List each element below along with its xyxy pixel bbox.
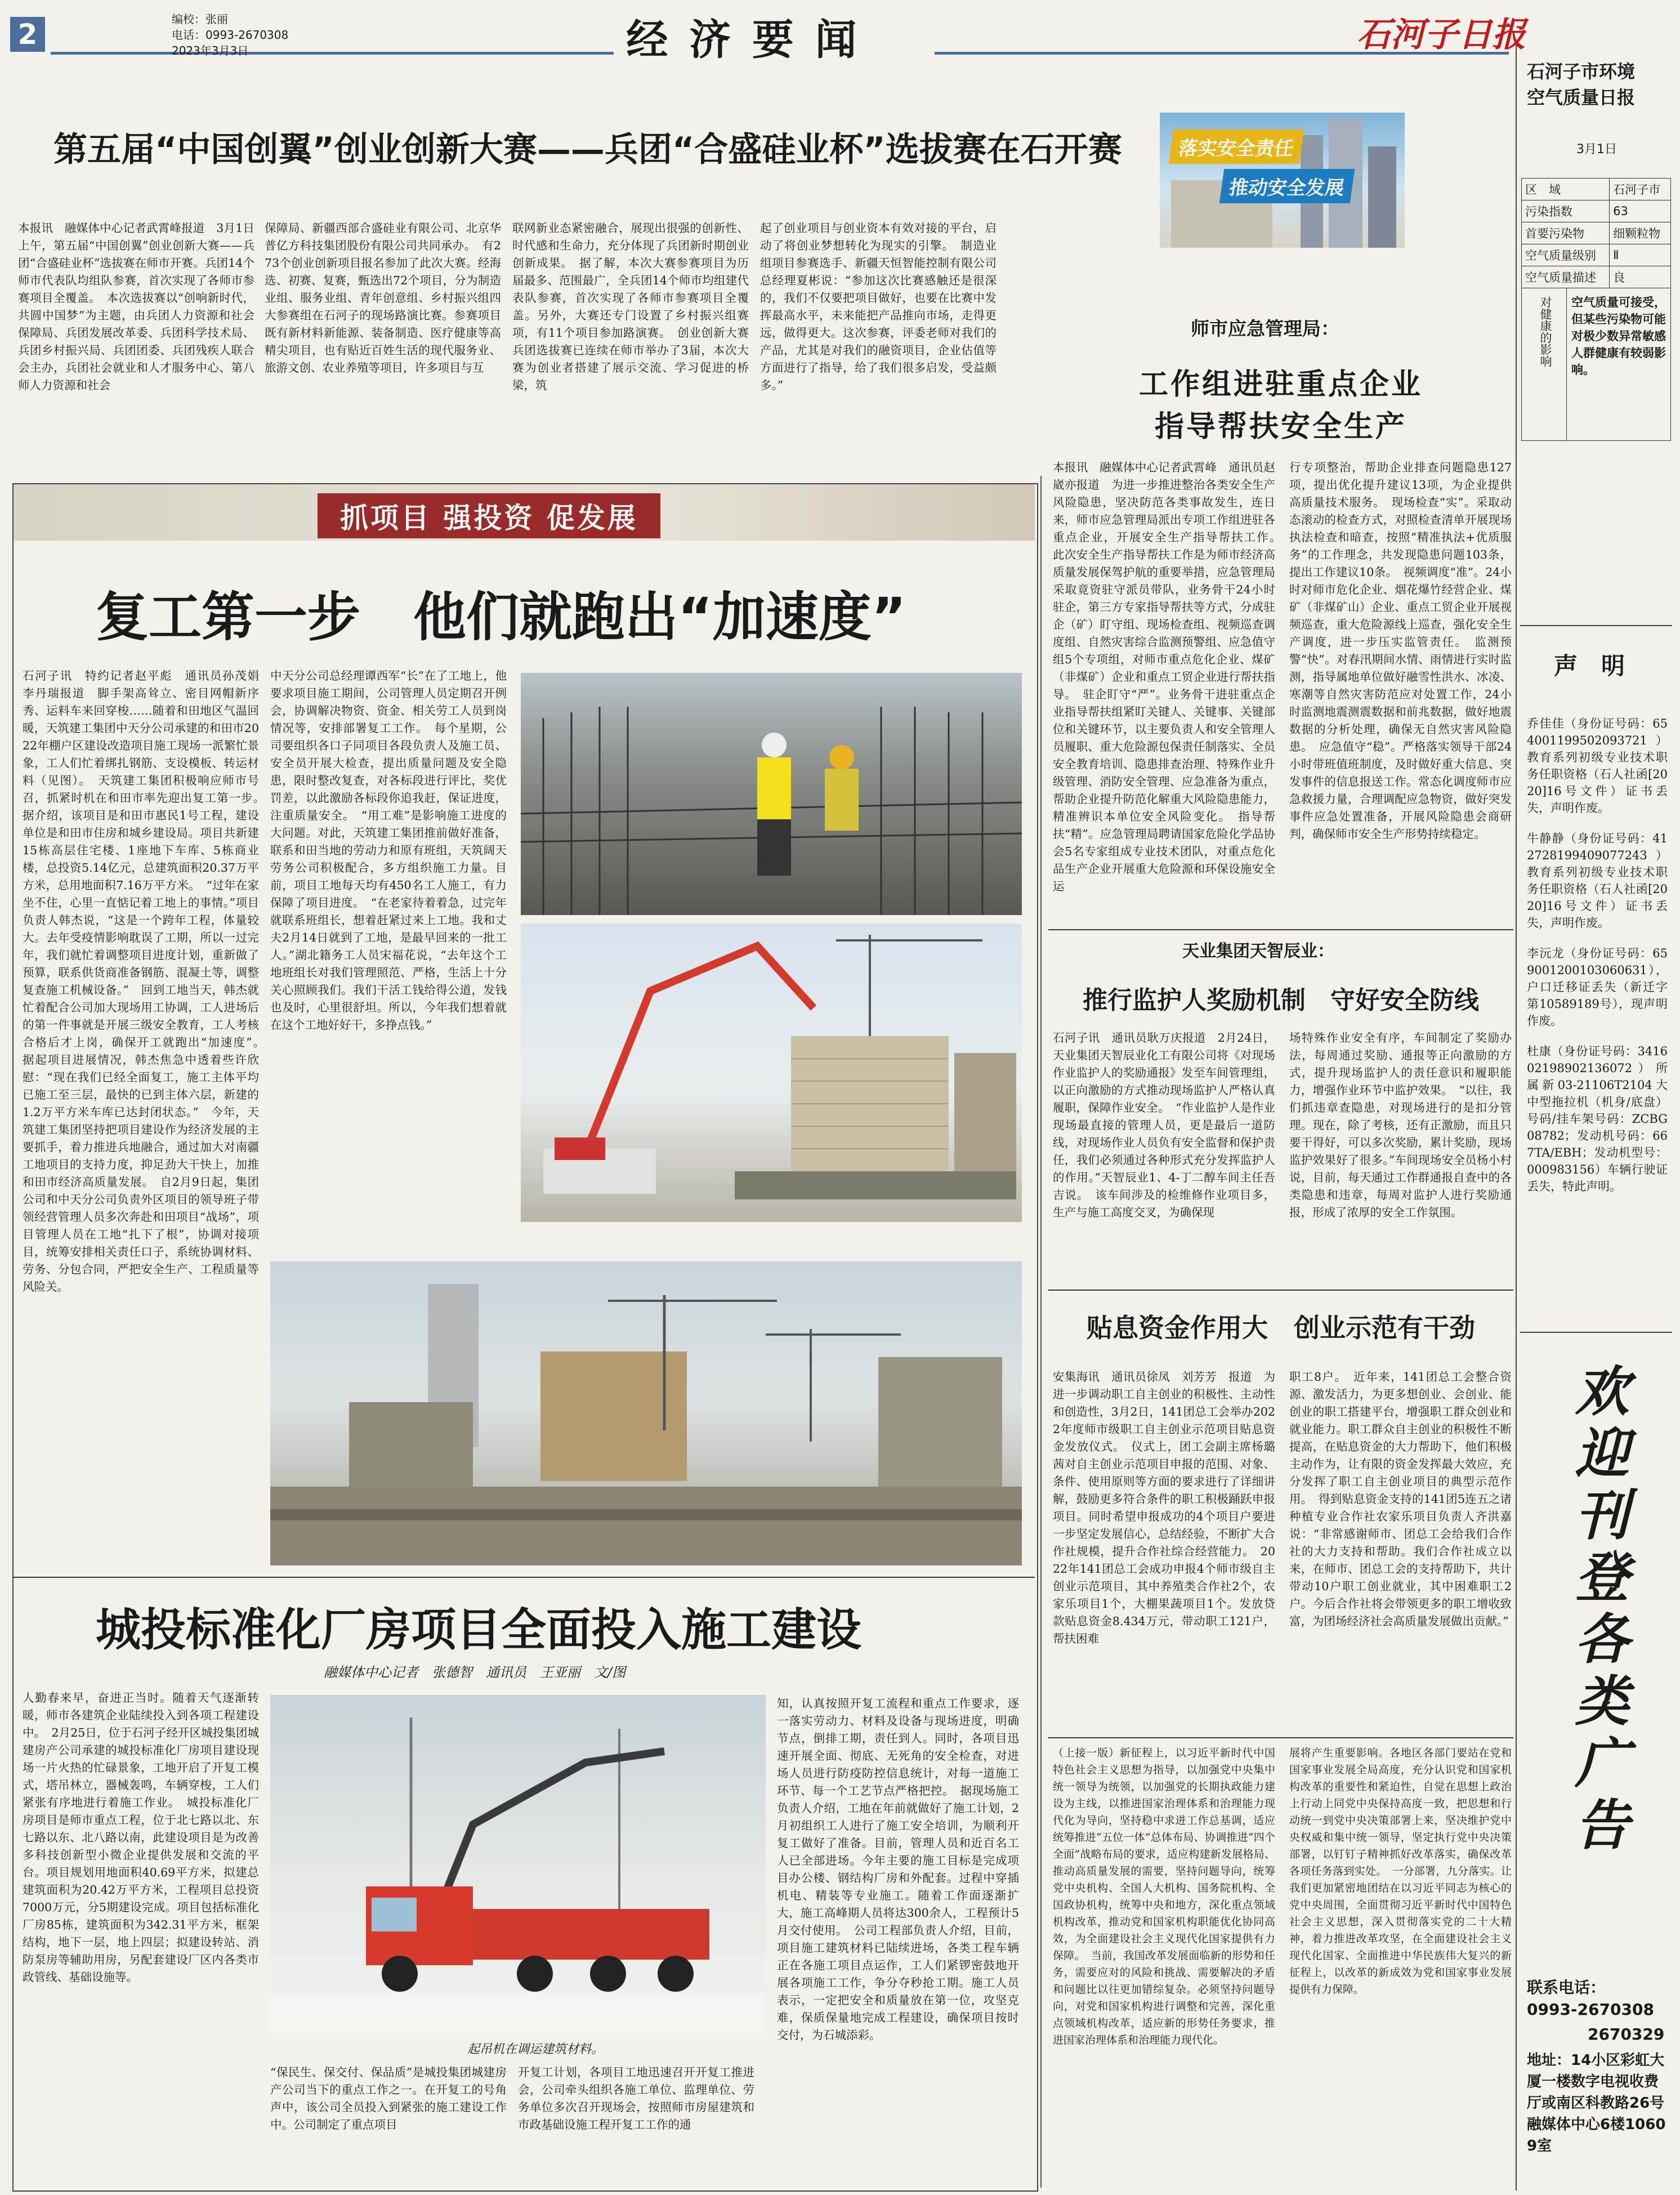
chengtou-col-4: 知，认真按照开复工流程和重点工作要求，逐一落实劳动力、材料及设备与现场进度，明确节点，倒排工期，责任到人。同时，各项目迅速开展全面、彻底、无死角的安全检查，对进场人员进行防疫防控信息统计，对每一道施工环节、每一个工艺节点严格把控。 据现场施工负责人介绍，工地在年前就做好了施工计划，2月初组织工人进行了施工安全培训，为顺利开复工做好了准备。目前，管理人员和近百名工人已全部进场。今年主要的施工目标是完成项目办公楼、钢结构厂房和外配套。过程中穿插机电、精装等专业施工。随着工作面逐渐扩大，施工高峰期人员将达300余人，工程预计5月交付使用。 公司工程部负责人介绍，目前，项目施工建筑材料已陆续进场，各类工程车辆正在各施工项目点运作，工人们紧锣密鼓地开展各项施工工作，争分夺秒抢工期。施工人员表示，一定把安全和质量放在第一位，攻坚克难，保质保量地完成工程建设，确保项目按时交付，为石城添彩。 <box>777 1697 1019 2042</box>
top-story-col-1: 本报讯 融媒体中心记者武霄峰报道 3月1日上午，第五届“中国创翼”创业创新大赛——兵团“合盛硅业杯”选拔赛在师市开赛。兵团14个师市代表队均组队参赛，首次实现了各师市参赛项目全覆盖。 本次选拔赛以“创响新时代，共圆中国梦”为主题，由兵团人力资源和社会保障局、兵团发展改革委、兵团科学技术局、兵团乡村振兴局、兵团团委、兵团残疾人联合会主办，兵团社会就业和人才服务中心、第八师人力资源和社会 <box>18 221 254 392</box>
tianye-kicker: 天业集团天智辰业： <box>1182 942 1334 961</box>
aq-row <box>1522 244 1671 266</box>
aq-label: 区 域 <box>1522 179 1610 200</box>
fugong-col-2: 中天分公司总经理谭西军“长”在了工地上，他要求项目施工期间，公司管理人员定期召开例会，协调解决物资、资金、相关劳工人员到岗情况等，安排部署复工工作。 每个星期，公司要组织各口子同项目各段负责人及施工员、安全员开展大检查，提出质量问题及安全隐患，限时整改复查，对各标段进行评比，奖优罚差，以此激励各标段你追我赶，保证进度，注重质量安全。 “用工难”是影响施工进度的大问题。对此，天筑建工集团推前做好准备，联系和田当地的劳动力和原有班组，天筑阔天劳务公司积极配合，多方组织施工力量。目前，项目工地每天均有450名工人施工，有力保障了项目进度。 “在老家待着着急，过完年就联系班组长，想着赶紧过来上工地。我和丈夫2月14日就到了工地，是最早回来的一批工人。”湖北籍务工人员宋福花说，“去年这个工地班组长对我们管理照范、严格，生活上十分关心照顾我们。我们干活工钱给得公道，发钱也及时，心里很舒坦。所以，今年我们想着就在这个工地好好干，多挣点钱。” <box>270 669 507 1032</box>
fugong-headline: 复工第一步 他们就跑出“加速度” <box>96 587 906 648</box>
aq-value: 石河子市 <box>1610 179 1671 200</box>
phone-line: 电话：0993-2670308 <box>172 28 289 42</box>
safety-ad-line-2: 推动安全发展 <box>1219 169 1355 203</box>
photo-construction-panorama <box>270 1261 1022 1565</box>
aq-health-text: 空气质量可接受，但某些污染物可能对极少数异常敏感人群健康有较弱影响。 <box>1571 296 1666 377</box>
safety-ad-image <box>1160 113 1405 248</box>
aq-row <box>1522 266 1671 288</box>
fugong-col-1: 石河子讯 特约记者赵平彪 通讯员孙茂娟 李丹瑞报道 脚手架高耸立、密目网帽新序秀、运料车来回穿梭……随着和田地区气温回暖，天筑建工集团中天分公司承建的和田市2022年棚户区建设改造项目施工现场一派繁忙景象，工人们忙着绑扎钢筋、支设模板、转运材料（见图）。 天筑建工集团积极响应师市号召，抓紧时机在和田市率先迎出复工第一步。 据介绍，该项目是和田市惠民1号工程，建设单位是和田市住房和城乡建设局。项目共新建15栋高层住宅楼、1座地下车库、5栋商业楼，总投资5.14亿元，总建筑面积20.37万平方米，总用地面积7.16万平方米。 “过年在家坐不住，心里一直惦记着工地上的事情。”项目负责人韩杰说，“这是一个跨年工程，体量较大。去年受疫情影响耽误了工期，所以一过完年，我们就忙着调整项目进度计划，重新做了预算，联系供货商准备钢筋、混凝土等，调整复查施工机械设备。” 回到工地当天，韩杰就忙着配合公司加大现场用工协调，工人进场后的第一件事就是开展三级安全教育，工人考核合格后才上岗，确保开工就跑出“加速度”。 据起项目进展情况，韩杰焦急中透着些许欣慰：“现在我们已经全面复工，施工主体平均已施工至三层，最快的已到主体六层，新建的1.2万平方米车库已达封闭状态。” 今年，天筑建工集团坚持把项目建设作为经济发展的主要抓手，着力推进兵地融合，通过加大对南疆工地项目的支持力度，抑足劲大干快上，加推和田市经济高质量发展。 自2月9日起，集团公司和中天分公司负责外区项目的领导班子带领经营管理人员多次奔赴和田项目“战场”，项目管理人员在工地“扎下了根”，协调对接项目，统筹安排相关责任口子，系统协调材料、劳务、分包合同，严把安全生产、工程质量等风险关。 <box>23 669 271 1293</box>
ad-contact-address: 地址：14小区彩虹大厦一楼数字电视收费厅或南区科教路26号融媒体中心6楼10609室 <box>1527 2052 1666 2154</box>
notice-title: 声 明 <box>1554 652 1625 680</box>
aq-value: 63 <box>1610 200 1671 222</box>
editor-line: 编校：张丽 <box>172 12 228 26</box>
notice-item: 乔佳佳（身份证号码：654001199502093721）教育系列初级专业技术职务任职资格（石人社函[2020]16号文件）证书丢失，声明作废。 <box>1527 717 1668 815</box>
notice-item: 杜康（身份证号码：341602198902136072）所属新03-21106T2104大中型拖拉机（机身/底盘）号码/挂车架号码：ZCBG08782；发动机号码：667TA/EBH；发动机型号：000983156）车辆行驶证丢失，特此声明。 <box>1527 1045 1668 1193</box>
aq-label: 空气质量级别 <box>1522 244 1610 266</box>
notice-item: 李沅龙（身份证号码：659001200103060631），户口迁移证丢失（新迁字第10589189号），现声明作废。 <box>1527 947 1668 1028</box>
aq-row <box>1522 222 1671 244</box>
divider-fugong-chengtou <box>14 1577 1035 1578</box>
yingji-headline-1: 工作组进驻重点企业 <box>1138 367 1423 401</box>
aq-health-label: 对健康的影响 <box>1522 288 1567 440</box>
tianye-col-1: 石河子讯 通讯员耿万庆报道 2月24日，天业集团天智辰业化工有限公司将《对现场作业监护人的奖励通报》发至车间管理组，以正向激励的方式推动现场监护人严格认真履职，保障作业安全。 “作业监护人是作业现场最直接的管理人员，更是最后一道防线，对现场作业人员负有安全监督和保护责任，我们必须通过各种形式充分发挥监护人的作用。”天智辰业1、4-丁二醇车间主任吾吉说。 该车间涉及的检维修作业项目多，生产与施工高度交叉，为确保现 <box>1053 1031 1275 1219</box>
air-quality-title-1: 石河子市环境 <box>1527 61 1636 82</box>
page-number-rule <box>51 52 614 55</box>
section-title: 经 济 要 闻 <box>626 16 860 64</box>
top-story-col-4: 起了创业项目与创业资本有效对接的平台，启动了将创业梦想转化为现实的引擎。 制造业组项目参赛选手、新疆天恒智能控制有限公司总经理夏彬说：“参加这次比赛感触还是很深的，我们不仅要把项目做好，也要在比赛中发挥最高水平，未来能把产品推向市场，走得更远，做得更大。这次参赛，评委老师对我们的产品，尤其是对我们的融资项目，企业估值等方面进行了指导，给了我们很多启发，受益颇多。” <box>760 221 997 392</box>
sidebar-divider-2 <box>1520 1332 1672 1333</box>
paper-name-logo: 石河子日报 <box>1357 15 1526 55</box>
air-quality-title-2: 空气质量日报 <box>1527 87 1636 108</box>
photo-crane-truck-art <box>270 1695 766 2033</box>
notice-item: 牛静静（身份证号码：412728199409077243）教育系列初级专业技术职务任职资格（石人社函[2020]16号文件）证书丢失，声明作废。 <box>1527 832 1668 930</box>
top-story-col-2: 保障局、新疆西部合盛硅业有限公司、北京华普亿方科技集团股份有限公司共同承办。 有273个创业创新项目报名参加了此次大赛。经海选、初赛、复赛，甄选出72个项目，分为制造业组、服务业组、青年创意组、乡村振兴组四大参赛组在石河子的现场路演比赛。参赛项目既有新材料新能源、装备制造、医疗健康等高精尖项目，也有贴近百姓生活的现代服务业、旅游文创、农业养殖等项目，许多项目与互 <box>265 221 501 374</box>
aq-value: 细颗粒物 <box>1610 222 1671 244</box>
top-story-col-3: 联网新业态紧密融合，展现出很强的创新性、时代感和生命力，充分体现了兵团新时期创业创新成果。 据了解，本次大赛参赛项目为历届最多、范围最广，全兵团14个师市均组建代表队参赛，首次实现了各师市参赛项目全覆盖。另外，大赛还专门设置了乡村振兴组赛项，有11个项目参加路演赛。 创业创新大赛兵团选拔赛已连续在师市举办了3届，本次大赛为创业者搭建了展示交流、学习促进的桥梁，筑 <box>512 221 749 392</box>
top-story-headline: 第五届“中国创翼”创业创新大赛——兵团“合盛硅业杯”选拔赛在石开赛 <box>53 130 1122 169</box>
chengtou-col-5: 开复工计划，各项目工地迅速召开开复工推进会，公司牵头组织各施工单位、监理单位、劳务单位多次召开现场会，按照师市房屋建筑和市政基础设施工程开复工工作的通 <box>518 2065 754 2131</box>
chengtou-byline: 融媒体中心记者 张德智 通讯员 王亚丽 文/图 <box>324 1665 626 1680</box>
divider-tiexi-continued <box>1048 1737 1513 1738</box>
aq-row <box>1522 200 1671 222</box>
ad-contact-label: 联系电话： <box>1527 1978 1606 1997</box>
yingji-kicker: 师市应急管理局： <box>1191 318 1339 340</box>
aq-value: Ⅱ <box>1610 244 1671 266</box>
photo-workers-rebar-art <box>521 673 1022 915</box>
divider-tianye-tiexi <box>1048 1290 1513 1291</box>
chengtou-headline: 城投标准化厂房项目全面投入施工建设 <box>96 1604 861 1656</box>
continued-col-1: （上接一版）新征程上，以习近平新时代中国特色社会主义思想为指导，以加强党中央集中统一领导为统领，以加强党的长期执政能力建设为主线，以推进国家治理体系和治理能力现代化为导向，坚持稳中求进工作总基调，适应统筹推进“五位一体”总体布局、协调推进“四个全面”战略布局的要求，适应构建新发展格局、推动高质量发展的需要，坚持问题导向，统筹党中央机构、全国人大机构、国务院机构、全国政协机构，统筹中央和地方，深化重点领域机构改革，推动党和国家机构职能优化协同高效，为全面建设社会主义现代化国家提供有力保障。 当前，我国改革发展面临新的形势和任务，需要应对的风险和挑战、需要解决的矛盾和问题比以往更加错综复杂。必须坚持问题导向，对党和国家机构进行调整和完善，深化重点领域机构改革，适应新的形势任务要求，推进国家治理体系和治理能力现代化。 <box>1053 1747 1275 2046</box>
photo-crane-truck <box>270 1695 766 2033</box>
tiexi-col-1: 安集海讯 通讯员徐凤 刘芳芳 报道 为进一步调动职工自主创业的积极性、主动性和创造性，3月2日，141团总工会举办2022年度师市级职工自主创业示范项目贴息资金发放仪式。 仪式上，团工会副主席杨璐茜对自主创业示范项目申报的范围、对象、条件、使用原则等方面的要求进行了详细讲解，鼓励更多符合条件的职工积极踊跃申报项目。同时希望申报成功的4个项目户要进一步坚定发展信心，总结经验，不断扩大合作社规模，提升合作社综合经营能力。 2022年141团总工会成功申报4个师市级自主创业示范项目，其中养殖类合作社2个，农家乐项目1个，大棚果蔬项目1个。发放贷款贴息资金8.434万元，带动职工121户，帮扶困难 <box>1053 1370 1275 1645</box>
photo-pump-truck-art <box>521 923 1022 1222</box>
ad-contact-phone-1: 0993-2670308 <box>1527 2000 1654 2019</box>
chengtou-col-3: “保民生、保交付、保品质”是城投集团城建房产公司当下的重点工作之一。在开复工的号角声中，该公司全员投入到紧张的施工建设工作中。公司制定了重点项目 <box>270 2065 507 2131</box>
photo-crane-truck-caption: 起吊机在调运建筑材料。 <box>467 2042 604 2056</box>
notice-list <box>1527 715 1668 1195</box>
yingji-col-2: 行专项整治，帮助企业排查问题隐患127项，提出优化提升建议13项，为企业提供高质量技术服务。 现场检查“实”。采取动态滚动的检查方式，对照检查清单开展现场执法检查和暗查，按照“精准执法+优质服务”的工作理念，共发现隐患问题103条，提出工作建议10条。 视频调度“准”。24小时对师市危化企业、烟花爆竹经营企业、煤矿（非煤矿山）企业、重点工贸企业开展视频巡查，重大危险源线上巡查，强化安全生产调度，进一步压实监管责任。 监测预警“快”。对春汛期间水情、雨情进行实时监测，指导属地单位做好融雪性洪水、冰凌、寒潮等自然灾害防范应对处置工作，24小时监测地震测震数据和前兆数据，做好地震数据的分析处理，确保无自然灾害风险隐患。 应急值守“稳”。严格落实领导干部24小时带班值班制度，及时做好重大信息、突发事件的信息报送工作。常态化调度师市应急救援力量，合理调配应急物资，做好突发事件应急处置准备，开展风险隐患会商研判，确保师市安全生产形势持续稳定。 <box>1289 461 1512 841</box>
ad-solicit-slogan: 欢迎刊登各类广告 <box>1566 1363 1630 1858</box>
sidebar-divider-1 <box>1520 625 1672 626</box>
chengtou-col-1: 人勤春来早，奋进正当时。随着天气逐渐转暖，师市各建筑企业陆续投入到各项工程建设中。 2月25日，位于石河子经开区城投集团城建房产公司承建的城投标准化厂房项目建设现场一片火热的忙碌景象，工地开启了开复工模式，塔吊林立，器械轰鸣，车辆穿梭，工人们紧张有序地进行着施工作业。 城投标准化厂房项目是师市重点工程，位于北七路以北、东七路以东、北八路以南，此建设项目是为改善多科技创新型小微企业提供发展和交流的平台。项目规划用地面积40.69平方米，拟建总建筑面积为20.42万平方米，工程项目总投资7000万元，分5期建设完成。项目包括标准化厂房85栋，建筑面积为342.31平方米，框架结构，地下一层，地上四层；拟建设转站、消防泵房等辅助用房，另配套建设厂区内各类市政管线、基础设施等。 <box>23 1691 259 1984</box>
aq-health-row <box>1521 288 1671 441</box>
continued-col-2: 展将产生重要影响。各地区各部门要站在党和国家事业发展全局高度，充分认识党和国家机构改革的重要性和紧迫性，自觉在思想上政治上行动上同党中央保持高度一致，把思想和行动统一到党中央决策部署上来，坚决维护党中央权威和集中统一领导，坚定执行党中央决策部署，以钉钉子精神抓好改革落实，确保改革各项任务落到实处。 一分部署，九分落实。让我们更加紧密地团结在以习近平同志为核心的党中央周围，全面贯彻习近平新时代中国特色社会主义思想，深入贯彻落实党的二十大精神，着力推进改革攻坚，在全面建设社会主义现代化国家、全面推进中华民族伟大复兴的新征程上，以改革的新成效为党和国家事业发展提供有力保障。 <box>1289 1747 1512 1996</box>
date-line: 2023年3月3日 <box>172 44 249 57</box>
tiexi-headline: 贴息资金作用大 创业示范有干劲 <box>1087 1313 1475 1343</box>
air-quality-table <box>1521 178 1671 441</box>
photo-construction-panorama-art <box>270 1261 1022 1565</box>
yingji-headline-2: 指导帮扶安全生产 <box>1154 409 1407 444</box>
divider-main-right <box>1040 476 1042 2188</box>
page-number: 2 <box>10 17 45 52</box>
tianye-col-2: 场特殊作业安全有序，车间制定了奖励办法，每周通过奖励、通报等正向激励的方式，提升现场监护人的责任意识和履职能力，增强作业环节中监护效果。 “以往，我们抓违章查隐患，对现场进行的是扣分管理。现在，除了考核，还有正激励，而且只要干得好，可以多次奖励，累计奖励，现场监护效果好了很多。”车间现场安全员杨小村说，目前，每天通过工作群通报自查中的各类隐患和违章，每周对监护人进行奖励通报，形成了浓厚的安全工作氛围。 <box>1289 1031 1512 1219</box>
aq-value: 良 <box>1610 266 1671 288</box>
safety-ad-line-1: 落实安全责任 <box>1169 130 1304 164</box>
feature-banner-slogan: 抓项目 强投资 促发展 <box>318 493 660 538</box>
aq-label: 空气质量描述 <box>1522 266 1610 288</box>
air-quality-date: 3月1日 <box>1576 142 1617 157</box>
tianye-headline: 推行监护人奖励机制 守好安全防线 <box>1083 986 1479 1015</box>
ad-contact-phone-2: 2670329 <box>1588 2025 1665 2044</box>
aq-label: 污染指数 <box>1522 200 1610 222</box>
feature-banner <box>14 484 1035 541</box>
aq-label: 首要污染物 <box>1522 222 1610 244</box>
aq-row <box>1522 179 1671 200</box>
divider-yingji-tianye <box>1048 929 1513 930</box>
tiexi-col-2: 职工8户。 近年来，141团总工会整合资源、激发活力，为更多想创业、会创业、能创业的职工搭建平台，增强职工群众创业和就业能力。职工群众自主创业的积极性不断提高，在贴息资金的大力帮助下，他们积极主动作为，让有限的资金发挥最大效应，充分发挥了职工自主创业项目的典型示范作用。 得到贴息资金支持的141团5连五之诸种植专业合作社农家乐项目负责人齐洪嘉说：“非常感谢师市、团总工会给我们合作社的大力支持和帮助。我们合作社成立以来，在师市、团总工会的支持帮助下，共计带动10户职工创业就业，其中困难职工2户。今后合作社将会带领更多的职工增收致富，为团场经济社会高质量发展做出贡献。” <box>1289 1370 1512 1628</box>
page-header <box>0 0 1680 66</box>
photo-pump-truck <box>521 923 1022 1222</box>
yingji-col-1: 本报讯 融媒体中心记者武霄峰 通讯员赵崴亦报道 为进一步推进整治各类安全生产风险隐患，坚决防范各类事故发生，连日来，师市应急管理局派出专项工作组进驻各重点企业，开展安全生产指导帮扶工作。 此次安全生产指导帮扶工作是为师市经济高质量发展保驾护航的重要举措，应急管理局采取竟资驻守派员带队，业务骨干24小时驻企，第三方专家指导帮扶等方式，分成驻企（矿）盯守组、现场检查组、视频巡查调度组、自然灾害综合监测预警组、应急值守组5个专项组，对师市重点危化企业、煤矿（非煤矿）企业和重点工贸企业进行帮扶指导。 驻企盯守“严”。业务骨干进驻重点企业指导帮扶组紧盯关键人、关键事、关键部位和关键环节，以主要负责人和安全管理人员履职、重大危险源包保责任制落实、全员安全教育培训、隐患排查治理、特殊作业升级管理、消防安全管理、应急准备为重点，帮助企业提升防范化解重大风险隐患能力，精准辨识本单位安全风险变化。 指导帮扶“精”。应急管理局聘请国家危险化学品协会5名专家组成专业技术团队，对重点危化品生产企业开展重大危险源和环保设施安全运 <box>1053 461 1287 893</box>
photo-workers-rebar <box>521 673 1022 915</box>
